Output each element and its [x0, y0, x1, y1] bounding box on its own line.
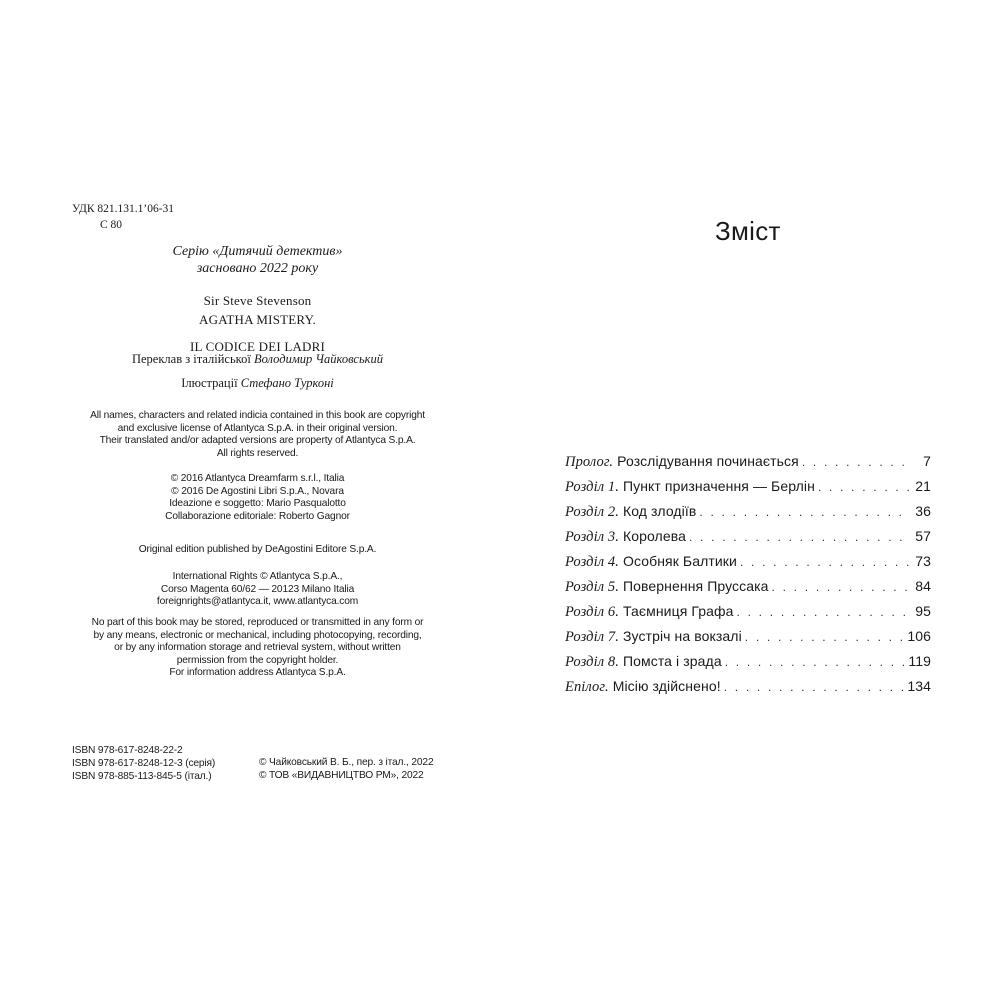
toc-entry-label: Епілог. [565, 679, 609, 695]
copyright-line: Ideazione e soggetto: Mario Pasqualotto [169, 498, 346, 510]
reproduction-notice [60, 617, 455, 680]
illustrator-name: Стефано Турконі [240, 376, 334, 390]
toc-entry-label: Розділ 5. [565, 579, 619, 595]
contents-title: Зміст [715, 216, 781, 246]
table-of-contents [565, 453, 931, 703]
illustrator-prefix: Ілюстрації [181, 376, 238, 390]
series-note [60, 243, 455, 277]
author-name: Sir Steve Stevenson [203, 293, 312, 308]
rights-line: and exclusive license of Atlantyca S.p.A. in their original version. [117, 422, 398, 434]
author-mark-code: С 80 [100, 219, 123, 231]
rights-line: All names, characters and related indicia contained in this book are copyright [90, 410, 425, 421]
toc-leader-dots [689, 530, 910, 544]
translator-prefix: Переклав з італійської [131, 352, 251, 366]
toc-entry-title: Зустріч на вокзалі [622, 628, 742, 644]
toc-entry-label: Розділ 1. [565, 479, 619, 495]
notice-line: permission from the copyright holder. [176, 654, 339, 666]
toc-entry-page: 36 [915, 503, 931, 519]
toc-entry-page: 106 [907, 628, 931, 644]
toc-entry-title: Повернення Пруссака [622, 578, 769, 594]
copyright-line: © 2016 Atlantyca Dreamfarm s.r.l., Italia [170, 473, 345, 484]
toc-entry[interactable] [565, 553, 931, 578]
original-title-line-2: IL CODICE DEI LADRI [189, 339, 326, 354]
intl-rights-contacts: foreignrights@atlantyca.it, www.atlantyca.com [156, 596, 359, 608]
toc-entry-title: Помста і зрада [622, 653, 722, 669]
toc-leader-dots [699, 505, 910, 519]
toc-entry[interactable] [565, 578, 931, 603]
toc-entry-title: Особняк Балтики [622, 553, 737, 569]
toc-entry-title: Таємниця Графа [622, 603, 734, 619]
toc-entry-page: 95 [915, 603, 931, 619]
notice-line: by any means, electronic or mechanical, including photocopying, recording, [93, 629, 422, 641]
toc-entry[interactable] [565, 653, 931, 678]
toc-leader-dots [737, 605, 910, 619]
isbn-line: ISBN 978-885-113-845-5 (італ.) [72, 771, 212, 782]
toc-entry-title: Розслідування починається [617, 453, 799, 469]
original-title-line-1: AGATHA MISTERY. [199, 312, 316, 327]
toc-leader-dots [724, 680, 905, 694]
intl-rights-line: International Rights © Atlantyca S.p.A., [172, 571, 343, 582]
ua-copyright-line: © ТОВ «ВИДАВНИЦТВО РМ», 2022 [259, 770, 424, 781]
toc-entry[interactable] [565, 453, 931, 478]
illustrator-credit [60, 376, 455, 391]
original-title-block [60, 291, 455, 356]
translator-name: Володимир Чайковський [253, 352, 384, 366]
toc-entry-title: Пункт призначення — Берлін [622, 478, 815, 494]
original-edition-note [60, 544, 455, 557]
rights-line: Their translated and/or adapted versions are property of Atlantyca S.p.A. [99, 435, 416, 447]
toc-entry-title: Код злодіїв [622, 503, 697, 519]
toc-entry-label: Розділ 6. [565, 604, 619, 620]
rights-text [60, 410, 455, 460]
toc-entry-label: Пролог. [565, 454, 614, 470]
ua-copyright-line: © Чайковський В. Б., пер. з італ., 2022 [259, 757, 434, 768]
copyright-line: © 2016 De Agostini Libri S.p.A., Novara [171, 485, 344, 497]
copyright-lines [60, 473, 455, 523]
original-edition-line: Original edition published by DeAgostini Editore S.p.A. [138, 544, 377, 555]
toc-entry-title: Королева [622, 528, 686, 544]
toc-entry-page: 73 [915, 553, 931, 569]
udk-classification [72, 201, 174, 233]
notice-line: For information address Atlantyca S.p.A. [169, 667, 346, 679]
isbn-line: ISBN 978-617-8248-22-2 [72, 745, 183, 756]
toc-entry-page: 119 [908, 653, 931, 669]
toc-entry-label: Розділ 8. [565, 654, 619, 670]
international-rights [60, 571, 455, 609]
notice-line: or by any information storage and retrieval system, without written [114, 642, 401, 654]
toc-entry-title: Місію здійснено! [612, 678, 721, 694]
toc-entry-page: 57 [915, 528, 931, 544]
contents-page [500, 0, 1000, 1000]
toc-leader-dots [740, 555, 910, 569]
toc-entry-label: Розділ 7. [565, 629, 619, 645]
udk-code: УДК 821.131.1’06-31 [72, 203, 175, 215]
isbn-line: ISBN 978-617-8248-12-3 (серія) [72, 758, 216, 769]
toc-leader-dots [802, 455, 910, 469]
toc-entry-label: Розділ 4. [565, 554, 619, 570]
toc-leader-dots [772, 580, 910, 594]
toc-entry[interactable] [565, 628, 931, 653]
series-line-1: Серію «Дитячий детектив» [172, 244, 343, 259]
toc-leader-dots [818, 480, 910, 494]
toc-entry-page: 7 [923, 453, 931, 469]
isbn-block [72, 744, 215, 783]
toc-entry[interactable] [565, 603, 931, 628]
ua-copyright-block [259, 756, 433, 782]
toc-entry[interactable] [565, 503, 931, 528]
translator-credit [60, 352, 455, 367]
toc-entry-page: 134 [907, 678, 931, 694]
toc-entry-page: 84 [915, 578, 931, 594]
toc-entry-label: Розділ 3. [565, 529, 619, 545]
series-line-2: засновано 2022 року [196, 261, 319, 276]
toc-entry[interactable] [565, 528, 931, 553]
notice-line: No part of this book may be stored, reproduced or transmitted in any form or [91, 617, 424, 628]
intl-rights-line: Corso Magenta 60/62 — 20123 Milano Italia [160, 583, 355, 595]
toc-leader-dots [725, 655, 906, 669]
toc-entry-page: 21 [915, 478, 931, 494]
toc-entry[interactable] [565, 478, 931, 503]
toc-leader-dots [745, 630, 905, 644]
toc-entry[interactable] [565, 678, 931, 703]
copyright-line: Collaborazione editoriale: Roberto Gagnor [165, 510, 350, 522]
toc-entry-label: Розділ 2. [565, 504, 619, 520]
rights-line: All rights reserved. [216, 447, 299, 459]
